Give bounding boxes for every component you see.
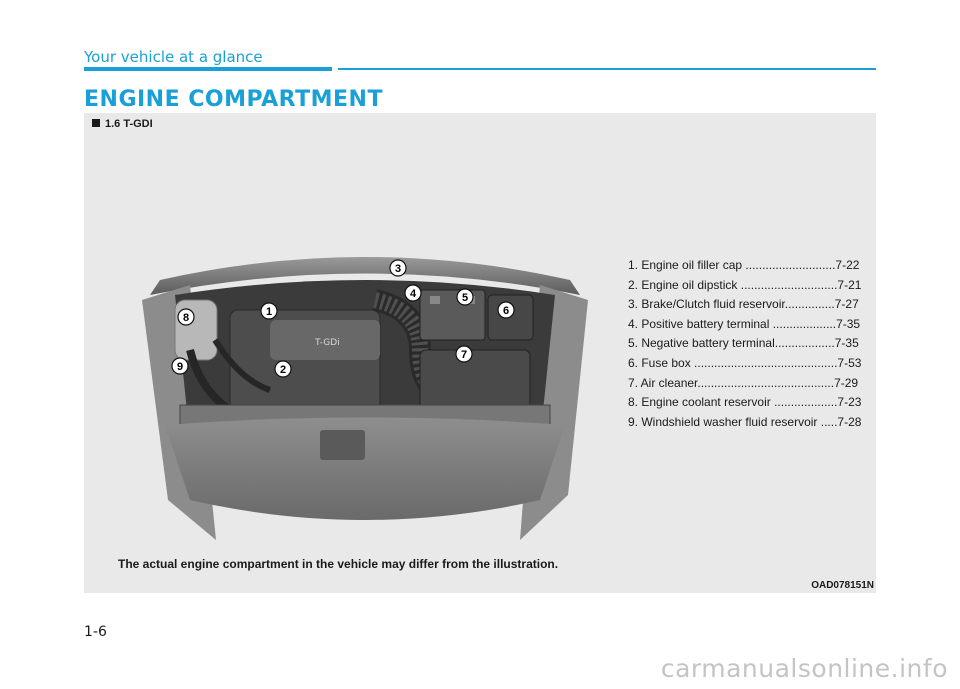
legend-item: 7. Air cleaner.........................................7-29: [628, 375, 859, 390]
engine-label-text: 1.6 T-GDI: [105, 118, 153, 130]
svg-text:9: 9: [176, 361, 184, 373]
legend-item: 9. Windshield washer fluid reservoir .....7-28: [628, 414, 862, 429]
svg-text:1: 1: [265, 306, 273, 318]
callout-4: [405, 285, 421, 301]
svg-text:3: 3: [394, 263, 402, 275]
svg-text:2: 2: [279, 364, 287, 376]
callout-8: [178, 309, 194, 325]
engine-bay-illustration: [120, 240, 610, 550]
section-header: Your vehicle at a glance: [84, 48, 263, 66]
callout-6: [498, 302, 514, 318]
svg-text:4: 4: [409, 288, 417, 300]
page-number: 1-6: [84, 624, 107, 640]
svg-text:8: 8: [182, 312, 190, 324]
svg-text:T-GDi: T-GDi: [315, 338, 340, 348]
svg-text:5: 5: [461, 292, 469, 304]
header-rule-thin: [338, 68, 876, 70]
legend-item: 6. Fuse box ...........................................7-53: [628, 355, 862, 370]
legend-item: 4. Positive battery terminal ...................7-35: [628, 316, 861, 331]
callout-5: [457, 289, 473, 305]
callout-1: [261, 303, 277, 319]
callout-9: [172, 358, 188, 374]
legend-item: 1. Engine oil filler cap ...........................7-22: [628, 258, 860, 272]
page-title: ENGINE COMPARTMENT: [84, 87, 383, 112]
watermark: carmanualsonline.info: [660, 654, 948, 683]
callout-3: [390, 260, 406, 276]
legend-item: 3. Brake/Clutch fluid reservoir...............7-27: [628, 297, 859, 312]
legend-item: 8. Engine coolant reservoir ...................7-23: [628, 395, 862, 410]
legend-item: 5. Negative battery terminal..................7-35: [628, 336, 859, 351]
svg-text:7: 7: [460, 349, 468, 361]
engine-label: [92, 118, 153, 130]
legend-item: 2. Engine oil dipstick .............................7-21: [628, 277, 862, 292]
callout-7: [456, 346, 472, 362]
header-rule-thick: [84, 67, 332, 71]
component-legend: [628, 256, 868, 432]
svg-text:6: 6: [502, 305, 510, 317]
square-bullet-icon: [92, 119, 100, 127]
figure-code: OAD078151N: [811, 580, 874, 591]
disclaimer-note: The actual engine compartment in the vehicle may differ from the illustration.: [118, 557, 559, 571]
callout-2: [275, 361, 291, 377]
